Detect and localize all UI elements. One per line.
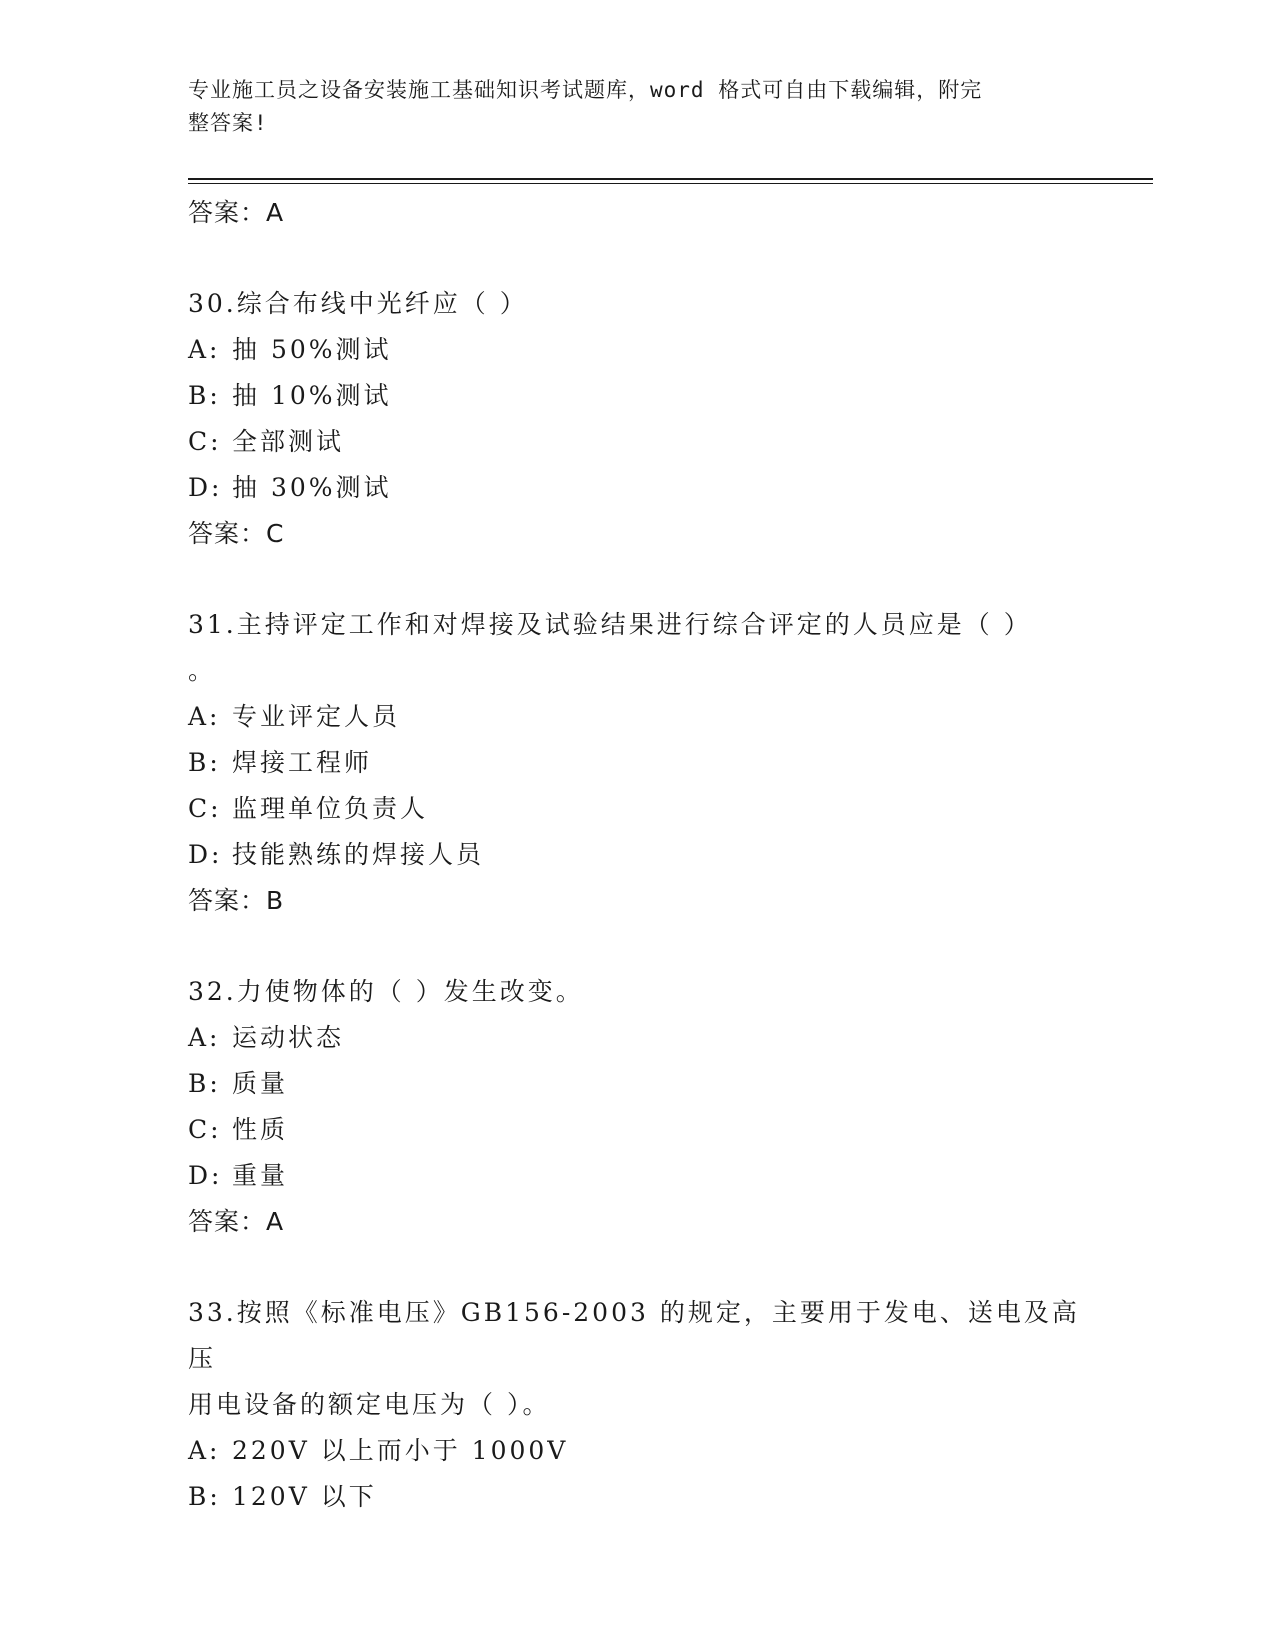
option-key: C: (188, 1115, 222, 1144)
option-key: D: (188, 1161, 223, 1190)
option-d (188, 465, 1088, 511)
option-key: D: (188, 840, 223, 869)
question-33 (188, 1290, 1088, 1520)
option-key: A: (188, 1023, 221, 1052)
option-text: 运动状态 (232, 1023, 345, 1052)
question-list (188, 190, 1088, 1520)
question-stem: 30.综合布线中光纤应（ ） (188, 289, 528, 318)
option-key: B: (188, 1069, 221, 1098)
answer: 答案：A (188, 1207, 285, 1236)
option-c (188, 786, 1088, 832)
option-b (188, 1474, 1088, 1520)
option-b (188, 373, 1088, 419)
question-stem: 32.力使物体的（ ）发生改变。 (188, 977, 584, 1006)
question-stem-continued: 。 (188, 656, 217, 685)
option-text: 质量 (232, 1069, 289, 1098)
header-line-1: 专业施工员之设备安装施工基础知识考试题库，word 格式可自由下载编辑，附完 (188, 78, 983, 102)
question-stem: 33.按照《标准电压》GB156-2003 的规定，主要用于发电、送电及高压 (188, 1298, 1080, 1373)
option-text: 技能熟练的焊接人员 (232, 840, 485, 869)
question-31 (188, 602, 1088, 924)
option-text: 焊接工程师 (232, 748, 373, 777)
option-key: C: (188, 427, 222, 456)
option-text: 全部测试 (232, 427, 345, 456)
header-rule-thin (188, 183, 1153, 184)
option-key: B: (188, 748, 221, 777)
option-d (188, 1153, 1088, 1199)
option-text: 重量 (232, 1161, 289, 1190)
option-a (188, 694, 1088, 740)
option-key: A: (188, 702, 221, 731)
document-header (188, 74, 1078, 140)
option-key: C: (188, 794, 222, 823)
header-line-2: 整答案! (188, 111, 268, 135)
option-text: 专业评定人员 (232, 702, 401, 731)
option-a (188, 327, 1088, 373)
answer: 答案：C (188, 519, 285, 548)
option-key: B: (188, 381, 221, 410)
option-c (188, 1107, 1088, 1153)
question-stem: 31.主持评定工作和对焊接及试验结果进行综合评定的人员应是（ ） (188, 610, 1032, 639)
option-b (188, 1061, 1088, 1107)
option-key: A: (188, 1436, 221, 1465)
spacer (188, 236, 1088, 281)
option-text: 抽 10%测试 (232, 381, 392, 410)
previous-answer: 答案：A (188, 198, 285, 227)
option-key: D: (188, 473, 223, 502)
option-d (188, 832, 1088, 878)
option-a (188, 1015, 1088, 1061)
spacer (188, 924, 1088, 969)
question-32 (188, 969, 1088, 1245)
option-text: 抽 30%测试 (232, 473, 392, 502)
header-rule-thick (188, 178, 1153, 180)
option-a (188, 1428, 1088, 1474)
option-key: B: (188, 1482, 221, 1511)
option-c (188, 419, 1088, 465)
option-key: A: (188, 335, 221, 364)
option-b (188, 740, 1088, 786)
option-text: 抽 50%测试 (232, 335, 392, 364)
option-text: 120V 以下 (232, 1482, 377, 1511)
option-text: 监理单位负责人 (232, 794, 429, 823)
question-30 (188, 281, 1088, 557)
option-text: 性质 (232, 1115, 289, 1144)
option-text: 220V 以上而小于 1000V (232, 1436, 569, 1465)
spacer (188, 557, 1088, 602)
spacer (188, 1245, 1088, 1290)
answer: 答案：B (188, 886, 285, 915)
question-stem-continued: 用电设备的额定电压为（ ）。 (188, 1390, 551, 1419)
